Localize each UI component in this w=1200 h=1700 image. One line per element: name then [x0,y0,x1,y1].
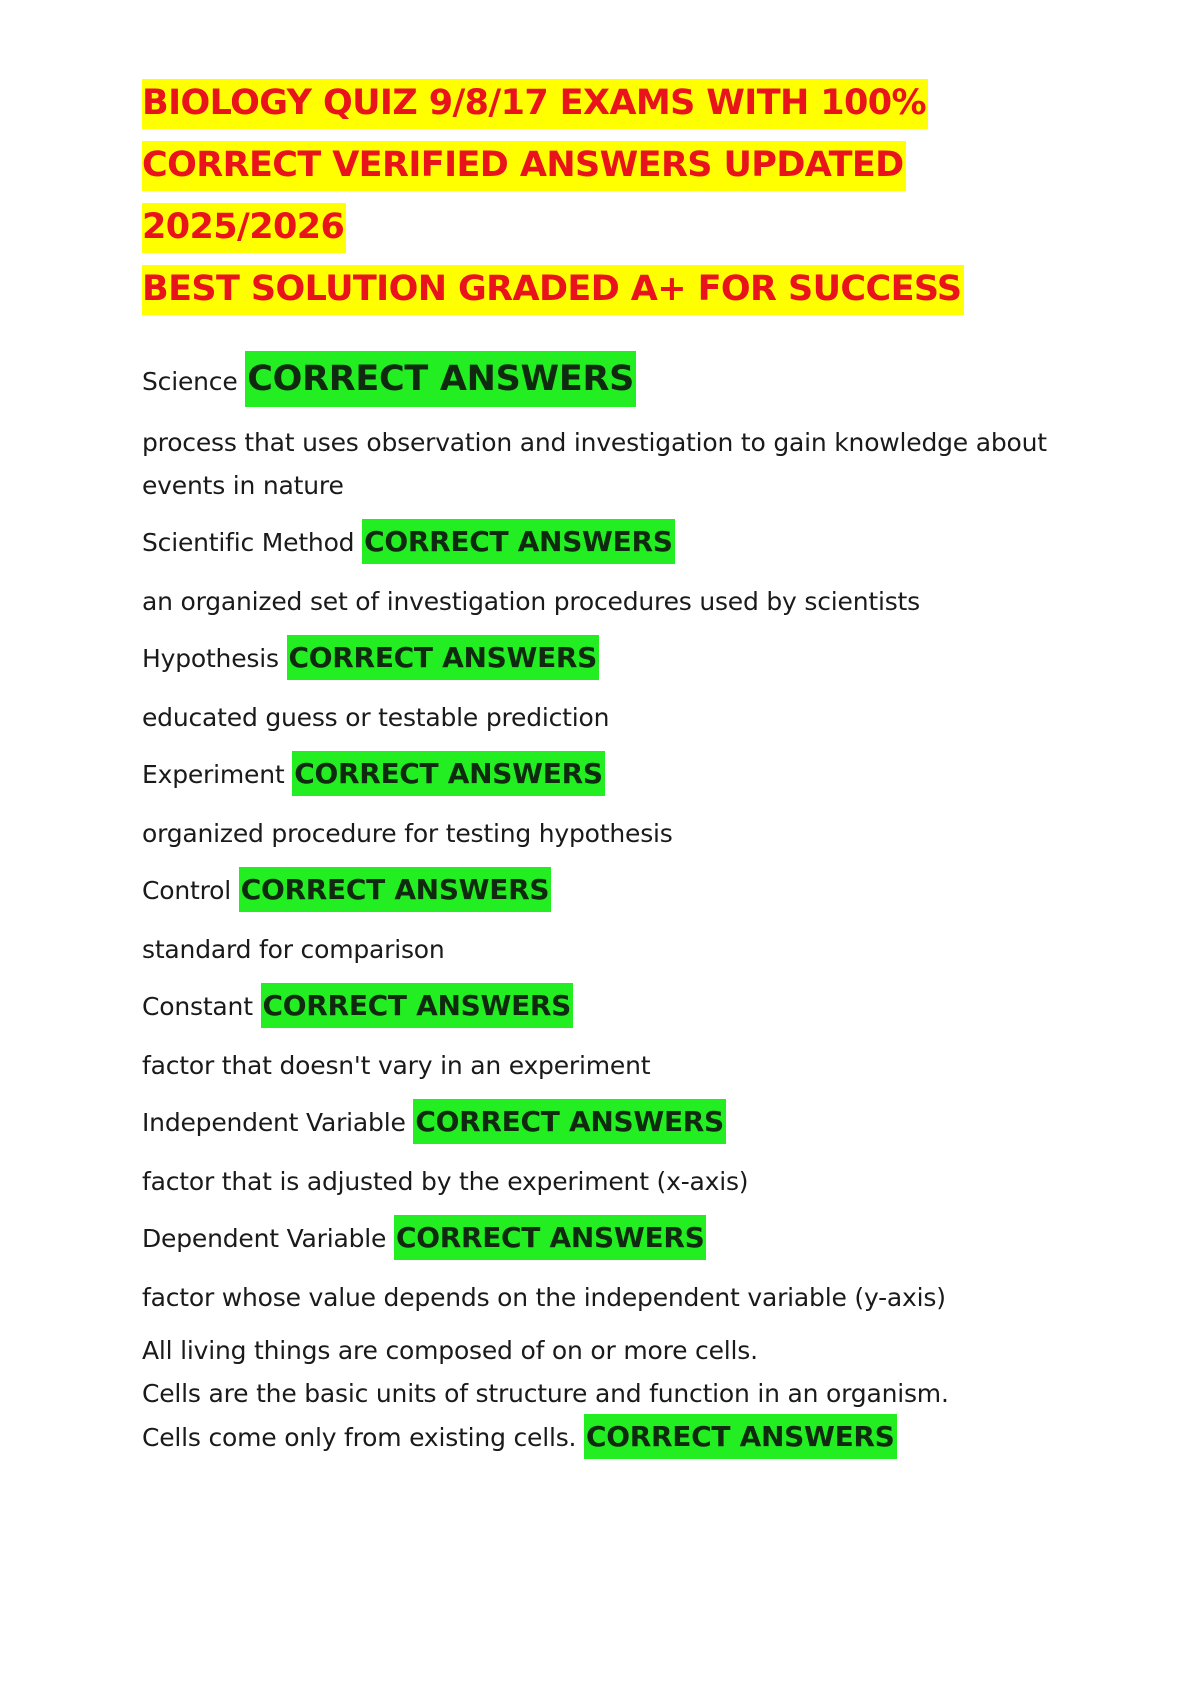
qa-item-hypothesis [142,641,1082,739]
term [142,525,1082,560]
term [142,757,1082,792]
definition: factor that is adjusted by the experiment (x-axis) [142,1167,749,1196]
answer-tag: CORRECT ANSWERS [292,751,605,796]
title-line-2: CORRECT VERIFIED ANSWERS UPDATED 2025/2026 [142,141,906,253]
definition: organized procedure for testing hypothesis [142,819,673,848]
answer-tag: CORRECT ANSWERS [287,635,600,680]
definition: factor whose value depends on the independent variable (y-axis) [142,1283,946,1312]
title-line-3: BEST SOLUTION GRADED A+ FOR SUCCESS [142,265,964,315]
cell-theory-line-3 [142,1415,1082,1459]
term-label: Control [142,876,231,905]
qa-item-independent-variable [142,1105,1082,1203]
answer-tag: CORRECT ANSWERS [239,867,552,912]
definition: standard for comparison [142,935,445,964]
answer-tag: CORRECT ANSWERS [413,1099,726,1144]
term-label: Constant [142,992,253,1021]
qa-item-cell-theory [142,1329,1082,1459]
term [142,641,1082,676]
answer-tag: CORRECT ANSWERS [584,1414,897,1459]
term [142,873,1082,908]
term-label: Dependent Variable [142,1224,387,1253]
cell-theory-line-1: All living things are composed of on or more cells. [142,1336,758,1365]
term [142,1105,1082,1140]
definition: an organized set of investigation procedures used by scientists [142,587,920,616]
definition: educated guess or testable prediction [142,703,610,732]
answer-tag: CORRECT ANSWERS [394,1215,707,1260]
answer-tag: CORRECT ANSWERS [245,351,636,407]
qa-item-scientific-method [142,525,1082,623]
definition: process that uses observation and investigation to gain knowledge about events in nature [142,428,1047,500]
document-content [142,72,1082,1459]
definition: factor that doesn't vary in an experiment [142,1051,651,1080]
qa-item-constant [142,989,1082,1087]
term-label: Experiment [142,760,285,789]
term-label: Hypothesis [142,644,279,673]
term-label: Scientific Method [142,528,355,557]
qa-item-control [142,873,1082,971]
term-label: Science [142,367,238,396]
qa-item-dependent-variable [142,1221,1082,1319]
term [142,1221,1082,1256]
term [142,359,1082,399]
term-label: Independent Variable [142,1108,406,1137]
qa-item-science [142,359,1082,507]
term [142,989,1082,1024]
answer-tag: CORRECT ANSWERS [362,519,675,564]
answer-tag: CORRECT ANSWERS [261,983,574,1028]
title-line-1: BIOLOGY QUIZ 9/8/17 EXAMS WITH 100% [142,79,928,129]
cell-theory-line-2: Cells are the basic units of structure and function in an organism. [142,1379,949,1408]
cell-theory-line-3-text: Cells come only from existing cells. [142,1423,577,1452]
document-title [142,72,1082,320]
qa-item-experiment [142,757,1082,855]
